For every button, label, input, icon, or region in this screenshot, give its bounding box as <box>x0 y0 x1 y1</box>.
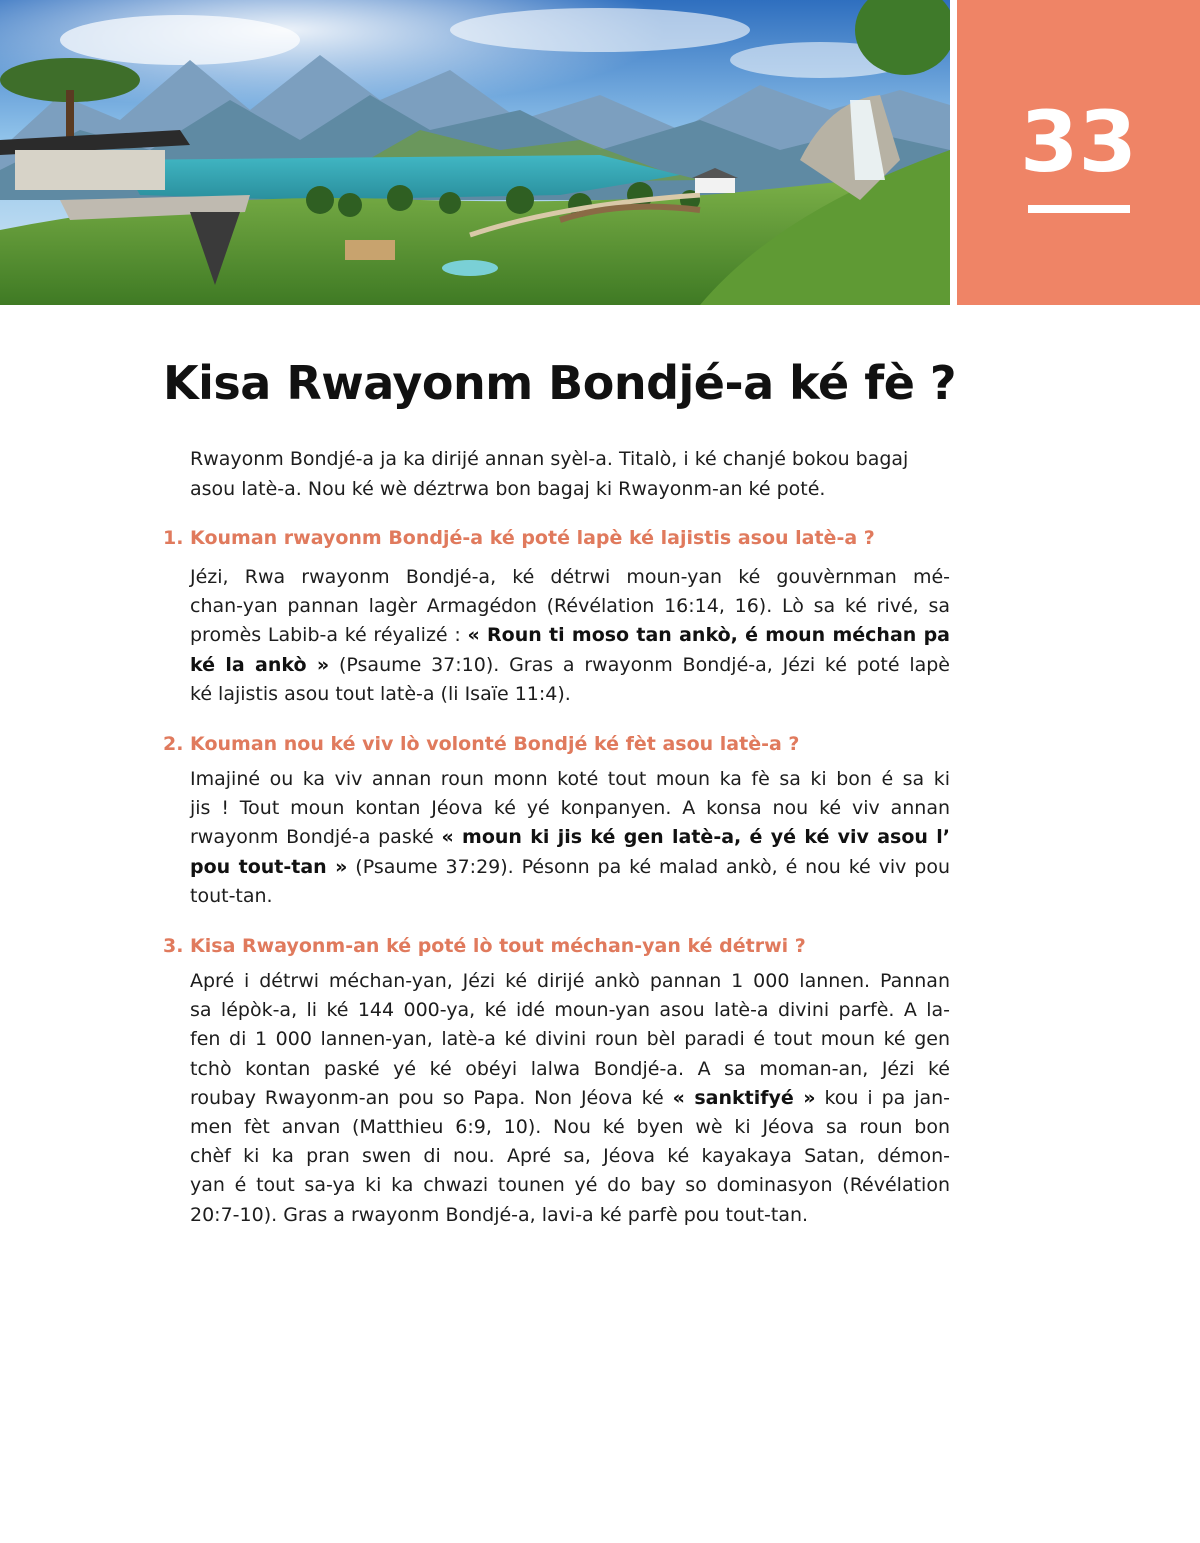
body-line <box>190 794 950 823</box>
body-text: chèf ki ka pran swen di nou. Apré sa, Jéova ké kayakaya Satan, démon- <box>190 1145 950 1168</box>
body-line <box>190 1113 950 1142</box>
body-line <box>190 651 950 680</box>
body-line <box>190 1201 950 1230</box>
body-text: roubay Rwayonm-an pou so Papa. Non Jéova ké <box>190 1086 673 1109</box>
body-line <box>190 882 950 911</box>
scripture-quote: « sanktifyé » <box>672 1086 816 1109</box>
body-text: jis ! Tout moun kontan Jéova ké yé konpanyen. A konsa nou ké viv annan <box>190 797 950 820</box>
body-line <box>190 967 950 996</box>
body-text: Apré i détrwi méchan-yan, Jézi ké dirijé ankò pannan 1 000 lannen. Pannan <box>190 970 950 992</box>
body-line <box>190 765 950 794</box>
scripture-quote: pou tout-tan » <box>190 855 348 878</box>
body-text: (Psaume 37:10). Gras a rwayonm Bondjé-a, Jézi ké poté lapè <box>329 653 950 676</box>
body-text: chan-yan pannan lagèr Armagédon (Révélation 16:14, 16). Lò sa ké rivé, sa <box>190 595 950 618</box>
body-text: tout-tan. <box>190 884 273 907</box>
body-text: promès Labib-a ké réyalizé : <box>190 624 468 647</box>
body-text: tchò kontan paské yé ké obéyi lalwa Bondjé-a. A sa moman-an, Jézi ké <box>190 1057 950 1080</box>
body-line <box>190 563 950 592</box>
intro-paragraph <box>190 444 950 504</box>
body-text: Imajiné ou ka viv annan roun monn koté tout moun ka fè sa ki bon é sa ki <box>190 768 950 790</box>
lesson-number-panel <box>957 0 1200 305</box>
scripture-quote: « moun ki jis ké gen latè-a, é yé ké viv asou l’ <box>441 826 950 849</box>
body-line <box>190 1055 950 1084</box>
body-line <box>190 1171 950 1200</box>
body-text: men fèt anvan (Matthieu 6:9, 10). Nou ké byen wè ki Jéova sa roun bon <box>190 1116 950 1139</box>
body-text: fen di 1 000 lannen-yan, latè-a ké divini roun bèl paradi é tout moun ké gen <box>190 1028 950 1051</box>
intro-line: asou latè-a. Nou ké wè déztrwa bon bagaj ki Rwayonm-an ké poté. <box>190 478 826 500</box>
body-text: 20:7-10). Gras a rwayonm Bondjé-a, lavi-a ké parfè pou tout-tan. <box>190 1203 809 1226</box>
question-heading-3: 3. Kisa Rwayonm-an ké poté lò tout méchan-yan ké détrwi ? <box>163 935 806 957</box>
body-line <box>190 1142 950 1171</box>
body-text: Jézi, Rwa rwayonm Bondjé-a, ké détrwi moun-yan ké gouvèrnman mé- <box>190 566 950 588</box>
question-body-2 <box>190 765 950 911</box>
body-text: kou i pa jan- <box>815 1086 951 1109</box>
body-line <box>190 996 950 1025</box>
paradise-landscape-illustration <box>0 0 950 305</box>
hero-image <box>0 0 950 305</box>
body-line <box>190 853 950 882</box>
scripture-quote: « Roun ti moso tan ankò, é moun méchan pa <box>467 624 951 647</box>
question-body-1 <box>190 563 950 709</box>
body-text: yan é tout sa-ya ki ka chwazi tounen yé do bay so dominasyon (Révélation <box>190 1174 950 1197</box>
lesson-number: 33 <box>1020 93 1137 191</box>
question-heading-2: 2. Kouman nou ké viv lò volonté Bondjé ké fèt asou latè-a ? <box>163 733 800 755</box>
lesson-number-underline <box>1028 205 1130 213</box>
body-text: rwayonm Bondjé-a paské <box>190 826 442 849</box>
body-line <box>190 1084 950 1113</box>
body-line <box>190 592 950 621</box>
body-line <box>190 1025 950 1054</box>
body-line <box>190 680 950 709</box>
question-body-3 <box>190 967 950 1230</box>
intro-line: Rwayonm Bondjé-a ja ka dirijé annan syèl-a. Titalò, i ké chanjé bokou bagaj <box>190 448 909 470</box>
body-text: (Psaume 37:29). Pésonn pa ké malad ankò, é nou ké viv pou <box>347 855 950 878</box>
body-text: sa lépòk-a, li ké 144 000-ya, ké idé moun-yan asou latè-a divini parfè. A la- <box>190 999 950 1022</box>
body-line <box>190 823 950 852</box>
question-heading-1: 1. Kouman rwayonm Bondjé-a ké poté lapè ké lajistis asou latè-a ? <box>163 527 875 549</box>
body-line <box>190 621 950 650</box>
page-title: Kisa Rwayonm Bondjé-a ké fè ? <box>163 356 957 410</box>
body-text: ké lajistis asou tout latè-a (li Isaïe 11:4). <box>190 682 571 705</box>
scripture-quote: ké la ankò » <box>190 653 330 676</box>
